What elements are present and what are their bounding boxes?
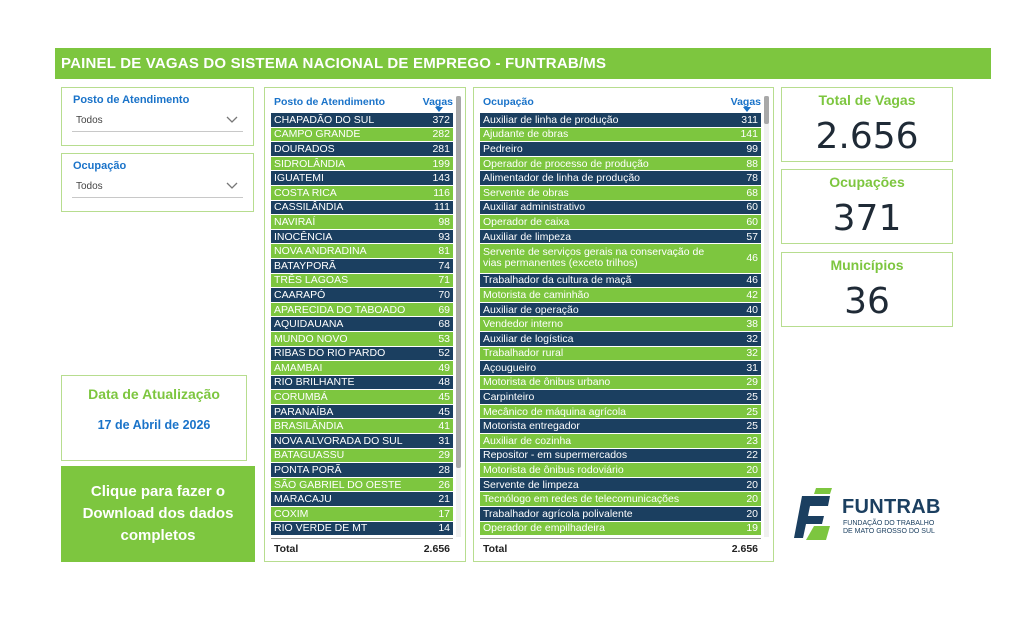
row-value: 45 — [438, 391, 450, 404]
row-name: Servente de obras — [483, 186, 569, 199]
row-name: Carpinteiro — [483, 391, 535, 404]
table-row[interactable] — [480, 478, 761, 493]
row-value: 74 — [438, 259, 450, 272]
table-row[interactable] — [271, 361, 453, 376]
table-row[interactable] — [271, 376, 453, 391]
row-value: 31 — [438, 434, 450, 447]
row-name: SIDROLÂNDIA — [274, 157, 346, 170]
row-name: Motorista entregador — [483, 420, 580, 433]
row-value: 26 — [438, 478, 450, 491]
table-row[interactable] — [480, 492, 761, 507]
row-value: 93 — [438, 230, 450, 243]
row-name: Ajudante de obras — [483, 128, 569, 141]
row-name: Auxiliar de limpeza — [483, 230, 572, 243]
row-value: 143 — [432, 172, 450, 185]
ocupacao-select-value: Todos — [76, 181, 103, 192]
ocupacao-col-header[interactable]: Ocupação — [483, 96, 534, 108]
table-row[interactable] — [271, 449, 453, 464]
row-name: RIO BRILHANTE — [274, 376, 355, 389]
row-value: 29 — [438, 449, 450, 462]
row-value: 68 — [438, 318, 450, 331]
table-row[interactable] — [480, 230, 761, 245]
posto-filter — [61, 87, 254, 146]
row-name: Vendedor interno — [483, 318, 563, 331]
row-name: Operador de caixa — [483, 215, 570, 228]
kpi-total-vagas-label: Total de Vagas — [818, 92, 916, 108]
row-name: NAVIRAÍ — [274, 215, 316, 228]
table-row[interactable] — [480, 419, 761, 434]
row-value: 81 — [438, 245, 450, 258]
vagas-col-header[interactable]: Vagas — [422, 96, 453, 108]
table-row[interactable] — [271, 522, 453, 537]
row-name: COXIM — [274, 507, 309, 520]
table-row[interactable] — [480, 390, 761, 405]
row-name: Servente de limpeza — [483, 478, 579, 491]
row-value: 111 — [434, 201, 450, 214]
table-row[interactable] — [271, 201, 453, 216]
table-row[interactable] — [271, 113, 453, 128]
table-row[interactable] — [480, 157, 761, 172]
row-name: PARANAÍBA — [274, 405, 334, 418]
row-name: Auxiliar de cozinha — [483, 434, 572, 447]
table-row[interactable] — [480, 113, 761, 128]
table-row[interactable] — [271, 492, 453, 507]
table-row[interactable] — [271, 434, 453, 449]
row-name: RIBAS DO RIO PARDO — [274, 347, 386, 360]
vagas-col-header[interactable]: Vagas — [730, 96, 761, 108]
table-row[interactable] — [480, 347, 761, 362]
row-name: RIO VERDE DE MT — [274, 522, 368, 535]
row-value: 68 — [746, 186, 758, 199]
kpi-ocupacoes-value: 371 — [832, 198, 902, 239]
row-name: Mecânico de máquina agrícola — [483, 405, 627, 418]
table-row[interactable] — [480, 244, 761, 273]
table-row[interactable] — [271, 332, 453, 347]
table-row[interactable] — [480, 405, 761, 420]
row-value: 282 — [432, 128, 450, 141]
kpi-municipios-label: Municípios — [830, 257, 904, 273]
row-value: 57 — [746, 230, 758, 243]
row-value: 42 — [746, 288, 758, 301]
ocupacao-filter — [61, 153, 254, 212]
row-value: 25 — [746, 420, 758, 433]
posto-filter-label: Posto de Atendimento — [73, 94, 190, 106]
row-name: TRÊS LAGOAS — [274, 274, 349, 287]
table-row[interactable] — [480, 507, 761, 522]
row-value: 25 — [746, 391, 758, 404]
posto-scrollbar[interactable] — [456, 96, 461, 537]
chevron-down-icon — [225, 112, 239, 126]
row-name: Auxiliar administrativo — [483, 201, 586, 214]
row-name: Repositor - em supermercados — [483, 449, 628, 462]
table-row[interactable] — [271, 215, 453, 230]
posto-table-header — [271, 93, 453, 111]
table-row[interactable] — [480, 215, 761, 230]
row-value: 31 — [746, 361, 758, 374]
table-row[interactable] — [271, 463, 453, 478]
row-name: INOCÊNCIA — [274, 230, 333, 243]
row-value: 71 — [438, 274, 450, 287]
kpi-ocupacoes — [781, 169, 953, 244]
sort-desc-icon — [743, 107, 751, 112]
posto-select-value: Todos — [76, 115, 103, 126]
row-value: 88 — [746, 157, 758, 170]
row-name: Trabalhador agrícola polivalente — [483, 507, 633, 520]
row-name: BATAYPORÃ — [274, 259, 336, 272]
row-name: Trabalhador rural — [483, 347, 564, 360]
table-row[interactable] — [271, 390, 453, 405]
ocupacao-table — [473, 87, 774, 562]
row-value: 98 — [438, 215, 450, 228]
row-value: 40 — [746, 303, 758, 316]
table-row[interactable] — [480, 332, 761, 347]
row-name: CHAPADÃO DO SUL — [274, 113, 375, 126]
table-row[interactable] — [271, 230, 453, 245]
total-label: Total — [483, 543, 508, 555]
page-title: PAINEL DE VAGAS DO SISTEMA NACIONAL DE EMPREGO - FUNTRAB/MS — [55, 48, 991, 79]
table-row[interactable] — [480, 317, 761, 332]
row-value: 141 — [740, 128, 758, 141]
table-row[interactable] — [480, 522, 761, 537]
row-name: COSTA RICA — [274, 186, 337, 199]
row-name: Tecnólogo em redes de telecomunicações — [483, 493, 680, 506]
row-name: BATAGUASSU — [274, 449, 345, 462]
table-row[interactable] — [480, 303, 761, 318]
row-name: APARECIDA DO TABOADO — [274, 303, 406, 316]
table-row[interactable] — [271, 405, 453, 420]
total-value: 2.656 — [423, 543, 450, 555]
row-name: CORUMBÁ — [274, 391, 328, 404]
row-name: Alimentador de linha de produção — [483, 172, 641, 185]
download-button-label: Clique para fazer o Download dos dados completos — [82, 483, 234, 544]
row-name: Motorista de ônibus urbano — [483, 376, 611, 389]
row-value: 116 — [433, 186, 450, 199]
table-row[interactable] — [271, 507, 453, 522]
row-value: 60 — [746, 215, 758, 228]
table-row[interactable] — [480, 434, 761, 449]
table-row[interactable] — [271, 157, 453, 172]
row-name: MARACAJU — [274, 493, 332, 506]
kpi-municipios — [781, 252, 953, 327]
table-row[interactable] — [480, 142, 761, 157]
row-value: 20 — [746, 478, 758, 491]
table-row[interactable] — [271, 274, 453, 289]
row-value: 372 — [432, 113, 450, 126]
logo-subtitle: FUNDAÇÃO DO TRABALHO DE MATO GROSSO DO SUL — [843, 520, 935, 535]
row-value: 38 — [746, 318, 758, 331]
table-row[interactable] — [480, 376, 761, 391]
row-name: Açougueiro — [483, 361, 537, 374]
row-value: 32 — [746, 332, 758, 345]
row-name: MUNDO NOVO — [274, 332, 348, 345]
download-button[interactable] — [61, 466, 255, 562]
row-value: 17 — [438, 507, 450, 520]
row-value: 20 — [746, 464, 758, 477]
table-row[interactable] — [271, 259, 453, 274]
row-value: 46 — [746, 274, 758, 287]
total-label: Total — [274, 543, 299, 555]
row-name: AMAMBAI — [274, 361, 323, 374]
row-value: 20 — [746, 507, 758, 520]
update-date: 17 de Abril de 2026 — [97, 418, 211, 432]
row-value: 48 — [438, 376, 450, 389]
row-name: Auxiliar de operação — [483, 303, 579, 316]
table-row[interactable] — [480, 171, 761, 186]
row-value: 21 — [438, 493, 450, 506]
row-value: 70 — [438, 288, 450, 301]
row-value: 53 — [438, 332, 450, 345]
row-value: 22 — [746, 449, 758, 462]
total-value: 2.656 — [731, 543, 758, 555]
row-name: Servente de serviços gerais na conservação de vias permanentes (exceto trilhos) — [483, 247, 705, 270]
table-row[interactable] — [271, 186, 453, 201]
row-value: 78 — [746, 172, 758, 185]
row-name: Pedreiro — [483, 142, 523, 155]
row-name: Auxiliar de linha de produção — [483, 113, 619, 126]
row-value: 199 — [432, 157, 450, 170]
ocupacao-select[interactable] — [72, 175, 243, 198]
row-value: 311 — [741, 113, 758, 126]
row-value: 29 — [746, 376, 758, 389]
table-row[interactable] — [480, 201, 761, 216]
table-row[interactable] — [480, 128, 761, 143]
row-value: 99 — [746, 142, 758, 155]
logo-wordmark: FUNTRAB — [842, 496, 941, 518]
row-name: BRASILÂNDIA — [274, 420, 344, 433]
table-row[interactable] — [271, 171, 453, 186]
table-row[interactable] — [480, 361, 761, 376]
ocupacao-table-header — [480, 93, 761, 111]
row-name: CAMPO GRANDE — [274, 128, 361, 141]
table-row[interactable] — [271, 419, 453, 434]
posto-table — [264, 87, 466, 562]
row-name: NOVA ANDRADINA — [274, 245, 367, 258]
ocupacao-filter-label: Ocupação — [73, 160, 127, 172]
row-name: Trabalhador da cultura de maçã — [483, 274, 632, 287]
row-value: 25 — [746, 405, 758, 418]
row-value: 28 — [438, 464, 450, 477]
row-value: 19 — [746, 522, 758, 535]
ocupacao-scrollbar[interactable] — [764, 96, 769, 537]
kpi-total-vagas — [781, 87, 953, 162]
row-value: 23 — [746, 434, 758, 447]
table-row[interactable] — [480, 288, 761, 303]
table-row[interactable] — [271, 288, 453, 303]
row-value: 281 — [432, 142, 450, 155]
kpi-municipios-value: 36 — [844, 281, 890, 322]
update-card — [61, 375, 247, 461]
posto-table-total — [271, 538, 453, 557]
posto-col-header[interactable]: Posto de Atendimento — [274, 96, 386, 108]
row-value: 14 — [438, 522, 450, 535]
row-name: Operador de processo de produção — [483, 157, 649, 170]
row-value: 60 — [746, 201, 758, 214]
row-name: NOVA ALVORADA DO SUL — [274, 434, 403, 447]
table-row[interactable] — [480, 274, 761, 289]
table-row[interactable] — [271, 347, 453, 362]
posto-select[interactable] — [72, 109, 243, 132]
row-value: 41 — [438, 420, 450, 433]
row-value: 45 — [438, 405, 450, 418]
table-row[interactable] — [271, 303, 453, 318]
table-row[interactable] — [271, 142, 453, 157]
ocupacao-table-body — [480, 113, 761, 537]
row-name: SÃO GABRIEL DO OESTE — [274, 478, 402, 491]
row-name: CASSILÂNDIA — [274, 201, 344, 214]
table-row[interactable] — [271, 317, 453, 332]
chevron-down-icon — [225, 178, 239, 192]
kpi-ocupacoes-label: Ocupações — [829, 174, 905, 190]
row-name: Operador de empilhadeira — [483, 522, 605, 535]
ocupacao-table-total — [480, 538, 761, 557]
row-value: 49 — [438, 361, 450, 374]
row-name: IGUATEMI — [274, 172, 324, 185]
row-name: Auxiliar de logística — [483, 332, 574, 345]
table-row[interactable] — [271, 478, 453, 493]
table-row[interactable] — [480, 449, 761, 464]
row-value: 52 — [438, 347, 450, 360]
posto-table-body — [271, 113, 453, 537]
update-label: Data de Atualização — [88, 386, 220, 402]
funtrab-logo — [786, 484, 966, 544]
table-row[interactable] — [271, 244, 453, 259]
row-value: 32 — [746, 347, 758, 360]
row-name: AQUIDAUANA — [274, 318, 344, 331]
table-row[interactable] — [480, 463, 761, 478]
row-value: 69 — [438, 303, 450, 316]
row-name: PONTA PORÃ — [274, 464, 342, 477]
row-value: 20 — [746, 493, 758, 506]
table-row[interactable] — [480, 186, 761, 201]
row-name: CAARAPÓ — [274, 288, 326, 301]
table-row[interactable] — [271, 128, 453, 143]
row-value: 46 — [746, 252, 758, 265]
row-name: Motorista de ônibus rodoviário — [483, 464, 624, 477]
sort-desc-icon — [435, 107, 443, 112]
row-name: Motorista de caminhão — [483, 288, 590, 301]
kpi-total-vagas-value: 2.656 — [815, 116, 919, 157]
row-name: DOURADOS — [274, 142, 335, 155]
funtrab-logo-icon — [786, 486, 834, 542]
